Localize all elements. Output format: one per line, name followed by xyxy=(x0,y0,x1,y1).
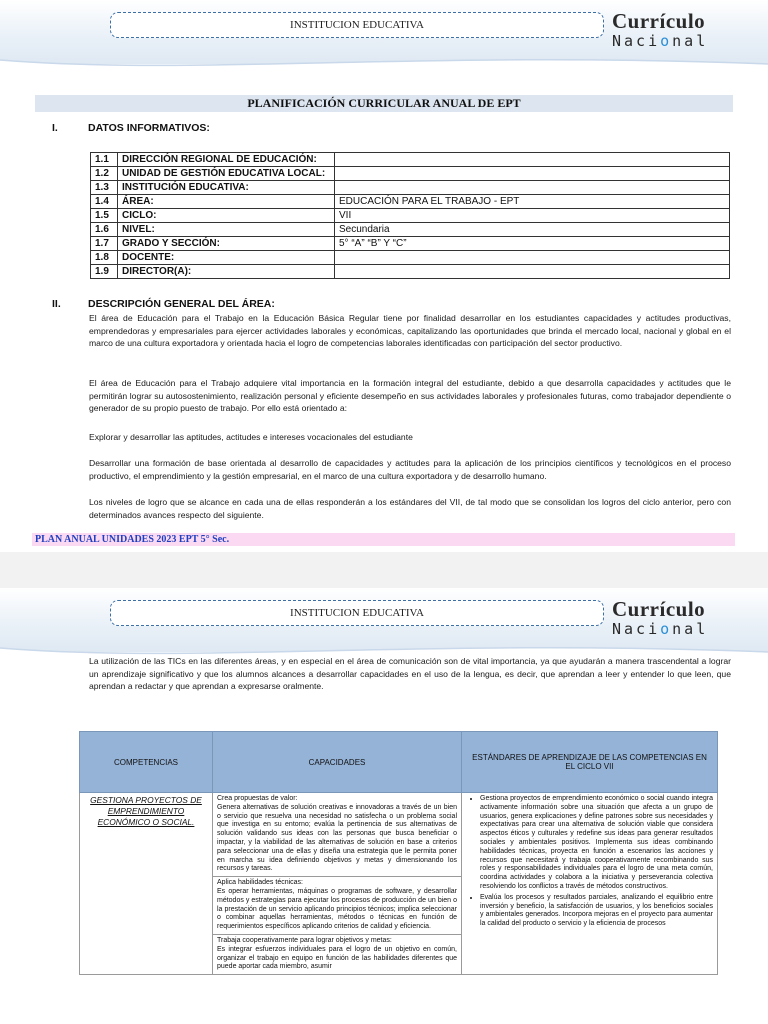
datos-row xyxy=(91,223,730,237)
header-estandares: ESTÁNDARES DE APRENDIZAJE DE LAS COMPETENCIAS EN EL CICLO VII xyxy=(462,732,718,793)
section-2-title: DESCRIPCIÓN GENERAL DEL ÁREA: xyxy=(88,298,275,310)
section-2-number: II. xyxy=(52,298,61,310)
capacidad-1-text: Genera alternativas de solución creativas e innovadoras a través de un bien o servicio que resuelva una necesidad no satisfecha o un problema social que investiga en su entorno; evalúa la pertinencia de sus alternativas de solución validando sus ideas con las personas que busca beneficiar o impactar, y la viabilidad de las alternativas de solución en base a criterios para seleccionar una de ellas y diseña una estrategia que le permita poner en marcha su idea definiendo objetivos y metas y dimensionando los recursos y tareas. xyxy=(217,803,457,873)
capacidad-2-text: Es operar herramientas, máquinas o programas de software, y desarrollar métodos y estrategias para ejecutar los procesos de producción de un bien o la prestación de un servicio aplicando principios técnicos; implica seleccionar o combinar aquellas herramientas, métodos o técnicas en función de requerimientos específicos aplicando criterios de calidad y eficiencia. xyxy=(217,887,457,931)
datos-number: 1.7 xyxy=(91,237,118,251)
competencia-row xyxy=(80,793,718,877)
institution-label-box: INSTITUCION EDUCATIVA xyxy=(110,12,604,38)
curriculo-nacional-logo xyxy=(612,10,762,54)
competencia-cell xyxy=(80,793,213,975)
institution-label-box-2: INSTITUCION EDUCATIVA xyxy=(110,600,604,626)
datos-value xyxy=(335,251,730,265)
logo-line-2: Nacional xyxy=(612,32,709,50)
datos-label: DIRECCIÓN REGIONAL DE EDUCACIÓN: xyxy=(118,153,335,167)
curriculo-nacional-logo-2 xyxy=(612,598,762,642)
estandares-list xyxy=(466,795,713,929)
paragraph-2: El área de Educación para el Trabajo adquiere vital importancia en la formación integral del estudiante, debido a que desarrolla capacidades y actitudes que le permitirán lograr su autosostenimiento, realización personal y eficiente desempeño en sus actividades laborales y profesionales futuras, como trabajador dependiente o generador de su propio puesto de trabajo. Por ello está orientado a: xyxy=(89,378,731,414)
datos-number: 1.3 xyxy=(91,181,118,195)
datos-row xyxy=(91,167,730,181)
datos-value: VII xyxy=(335,209,730,223)
page-gap xyxy=(0,552,768,588)
datos-number: 1.9 xyxy=(91,265,118,279)
header-competencias: COMPETENCIAS xyxy=(80,732,213,793)
datos-number: 1.1 xyxy=(91,153,118,167)
datos-label: ÁREA: xyxy=(118,195,335,209)
datos-value xyxy=(335,181,730,195)
section-1-title: DATOS INFORMATIVOS: xyxy=(88,122,210,134)
datos-value: EDUCACIÓN PARA EL TRABAJO - EPT xyxy=(335,195,730,209)
datos-value: 5° “A” “B” Y “C” xyxy=(335,237,730,251)
datos-number: 1.5 xyxy=(91,209,118,223)
competencias-table xyxy=(79,731,718,975)
paragraph-6: La utilización de las TICs en las diferentes áreas, y en especial en el área de comunicación son de vital importancia, ya que ayudarán a manera trascendental a lograr un aprendizaje significativo y que los alumnos alcances a desarrollar capacidades en el uso de la lengua, es decir, que aprendan a leer y entender lo que leen, que aprendan a redactar y que aprendan a expresarse oralmente. xyxy=(89,656,731,692)
datos-number: 1.6 xyxy=(91,223,118,237)
logo-line-1-b: Currículo xyxy=(612,597,706,621)
datos-row xyxy=(91,251,730,265)
datos-value: Secundaria xyxy=(335,223,730,237)
plan-anual-bar: PLAN ANUAL UNIDADES 2023 EPT 5° Sec. xyxy=(32,533,735,546)
competencias-header-row xyxy=(80,732,718,793)
datos-row xyxy=(91,153,730,167)
paragraph-3: Explorar y desarrollar las aptitudes, actitudes e intereses vocacionales del estudiante xyxy=(89,432,413,442)
datos-number: 1.4 xyxy=(91,195,118,209)
datos-row xyxy=(91,181,730,195)
capacidad-3-title: Trabaja cooperativamente para lograr objetivos y metas: xyxy=(217,936,392,944)
datos-label: DIRECTOR(A): xyxy=(118,265,335,279)
datos-label: INSTITUCIÓN EDUCATIVA: xyxy=(118,181,335,195)
datos-label: NIVEL: xyxy=(118,223,335,237)
datos-label: DOCENTE: xyxy=(118,251,335,265)
competencia-name: GESTIONA PROYECTOS DE EMPRENDIMIENTO ECONÓMICO O SOCIAL. xyxy=(90,795,202,827)
datos-label: CICLO: xyxy=(118,209,335,223)
datos-label: GRADO Y SECCIÓN: xyxy=(118,237,335,251)
datos-number: 1.8 xyxy=(91,251,118,265)
datos-informativos-table xyxy=(90,152,730,279)
logo-line-2-b: Nacional xyxy=(612,620,709,638)
paragraph-1: El área de Educación para el Trabajo en la Educación Básica Regular tiene por finalidad desarrollar en los estudiantes capacidades y actitudes productivas, emprendedoras y empresariales para ejercer actividades laborales y económicas, capitalizando las oportunidades que brinda el mercado local, nacional y global en el marco de una cultura exportadora y orientada hacia el logro de competencias laborales identificadas con participación del sector productivo. xyxy=(89,313,731,349)
datos-row xyxy=(91,209,730,223)
datos-row xyxy=(91,195,730,209)
header-capacidades: CAPACIDADES xyxy=(213,732,462,793)
capacidad-cell-2 xyxy=(213,877,462,935)
capacidad-3-text: Es integrar esfuerzos individuales para el logro de un objetivo en común, organizar el trabajo en equipo en función de las habilidades diferentes que puede aportar cada miembro, asumir xyxy=(217,945,457,971)
capacidad-2-title: Aplica habilidades técnicas: xyxy=(217,879,303,887)
datos-value xyxy=(335,167,730,181)
datos-number: 1.2 xyxy=(91,167,118,181)
capacidad-cell-1 xyxy=(213,793,462,877)
estandar-item-1: • Gestiona proyectos de emprendimiento económico o social cuando integra activamente información sobre una situación que afecta a un grupo de usuarios, genera explicaciones y define patrones sobre sus necesidades y expectativas para crear una alternativa de solución viable que considera aspectos éticos y culturales y redefine sus ideas para generar resultados sociales y ambientales positivos. Implementa sus ideas combinando habilidades técnicas, proyecta en función a escenarios las acciones y recursos que necesitará y trabaja cooperativamente recombinando sus roles y responsabilidades individuales para el logro de una meta común, coordina actividades y colabora a la iniciativa y perseverancia colectiva resolviendo los conflictos a través de métodos constructivos. xyxy=(480,795,713,892)
document-title: PLANIFICACIÓN CURRICULAR ANUAL DE EPT xyxy=(35,95,733,112)
datos-row xyxy=(91,237,730,251)
datos-value xyxy=(335,265,730,279)
datos-row xyxy=(91,265,730,279)
datos-value xyxy=(335,153,730,167)
paragraph-5: Los niveles de logro que se alcance en cada una de ellas responderán a los estándares del VII, de tal modo que se consolidan los logros del ciclo anterior, pero con determinados avances respecto del siguiente. xyxy=(89,497,731,520)
paragraph-4: Desarrollar una formación de base orientada al desarrollo de capacidades y actitudes para la aplicación de los principios científicos y tecnológicos en el proceso productivo, el emprendimiento y la gestión empresarial, en el marco de una cultura exportadora y de desarrollo humano. xyxy=(89,458,731,481)
logo-line-1: Currículo xyxy=(612,9,706,33)
estandar-item-2: • Evalúa los procesos y resultados parciales, analizando el equilibrio entre inversión y beneficio, la satisfacción de usuarios, y los beneficios sociales y ambientales generados. Incorpora mejoras en el proyecto para aumentar la calidad del producto o servicio y la eficiencia de procesos xyxy=(480,894,713,929)
datos-label: UNIDAD DE GESTIÓN EDUCATIVA LOCAL: xyxy=(118,167,335,181)
section-1-number: I. xyxy=(52,122,58,134)
capacidad-1-title: Crea propuestas de valor: xyxy=(217,795,298,802)
estandares-cell xyxy=(462,793,718,975)
capacidad-cell-3 xyxy=(213,934,462,974)
